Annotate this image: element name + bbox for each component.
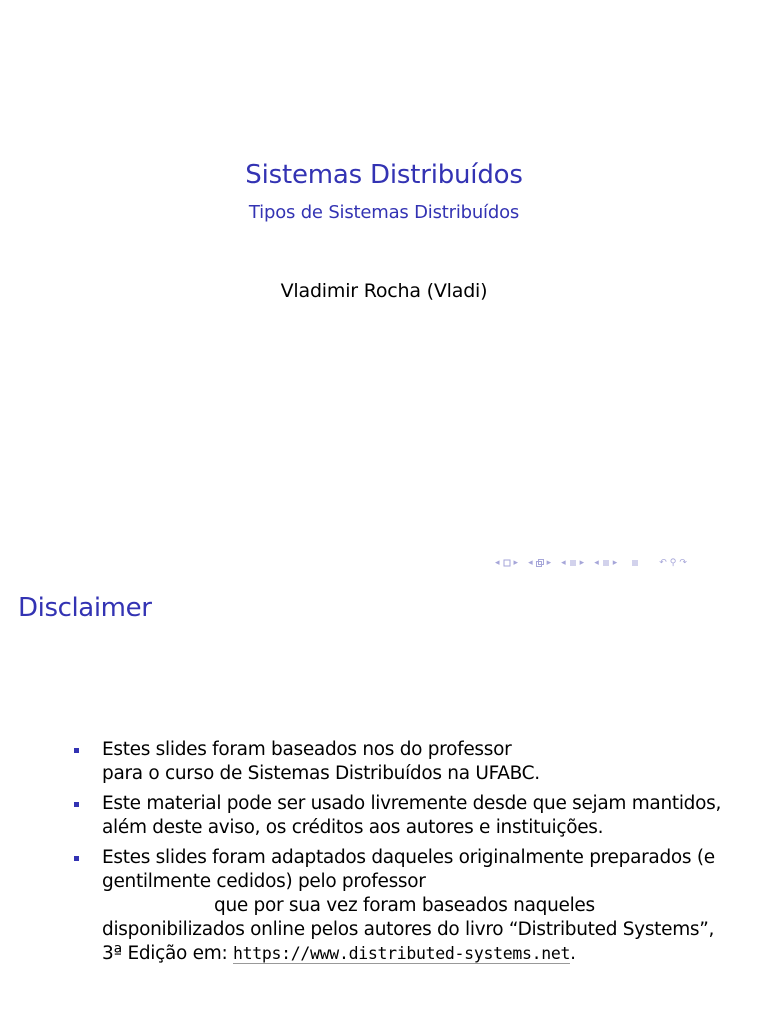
disclaimer-list: [74, 738, 724, 972]
item-line: para o curso de Sistemas Distribuídos na UFABC.: [102, 763, 540, 784]
nav-next-icon[interactable]: ▸: [546, 558, 552, 568]
presentation-title: Sistemas Distribuídos: [245, 160, 523, 190]
section-icon[interactable]: [602, 559, 610, 567]
bullet-icon: [74, 802, 79, 807]
nav-prev-icon[interactable]: ◂: [495, 558, 500, 568]
beamer-navigation-bar: [495, 555, 697, 571]
nav-prev-icon[interactable]: ◂: [561, 558, 566, 568]
frame-title: Disclaimer: [18, 593, 152, 623]
item-line: além deste aviso, os créditos aos autores e instituições.: [102, 817, 604, 838]
list-item: [74, 846, 724, 966]
align-icon[interactable]: [631, 559, 639, 567]
nav-next-icon[interactable]: ▸: [579, 558, 585, 568]
item-line: Estes slides foram adaptados daqueles originalmente preparados (e: [102, 847, 715, 868]
bullet-icon: [74, 748, 79, 753]
item-line: gentilmente cedidos) pelo professor: [102, 871, 426, 892]
edition-text: 3ª Edição em:: [102, 943, 233, 964]
section-icon[interactable]: [569, 559, 577, 567]
subsection-icon[interactable]: [536, 559, 544, 567]
list-item: [74, 738, 724, 786]
item-line: que por sua vez foram baseados naqueles: [214, 895, 595, 916]
item-line: disponibilizados online pelos autores do livro “Distributed Systems”,: [102, 919, 715, 940]
author-name: Vladimir Rocha (Vladi): [280, 280, 488, 302]
list-item: [74, 792, 724, 840]
item-line-with-link: [102, 942, 724, 966]
frame-icon[interactable]: [503, 559, 511, 567]
search-icon[interactable]: ⚲: [669, 558, 677, 568]
bullet-icon: [74, 856, 79, 861]
item-line: Estes slides foram baseados nos do professor: [102, 739, 512, 760]
disclaimer-slide: [0, 578, 768, 1024]
item-line: Este material pode ser usado livremente desde que sejam mantidos,: [102, 793, 722, 814]
nav-prev-icon[interactable]: ◂: [528, 558, 533, 568]
book-website-link[interactable]: https://www.distributed-systems.net: [232, 944, 571, 963]
nav-prev-icon[interactable]: ◂: [594, 558, 599, 568]
undo-icon[interactable]: ↶: [659, 558, 667, 568]
nav-next-icon[interactable]: ▸: [612, 558, 618, 568]
nav-next-icon[interactable]: ▸: [513, 558, 519, 568]
redo-icon[interactable]: ↷: [679, 558, 687, 568]
period: .: [570, 943, 576, 964]
presentation-subtitle: Tipos de Sistemas Distribuídos: [248, 202, 520, 223]
